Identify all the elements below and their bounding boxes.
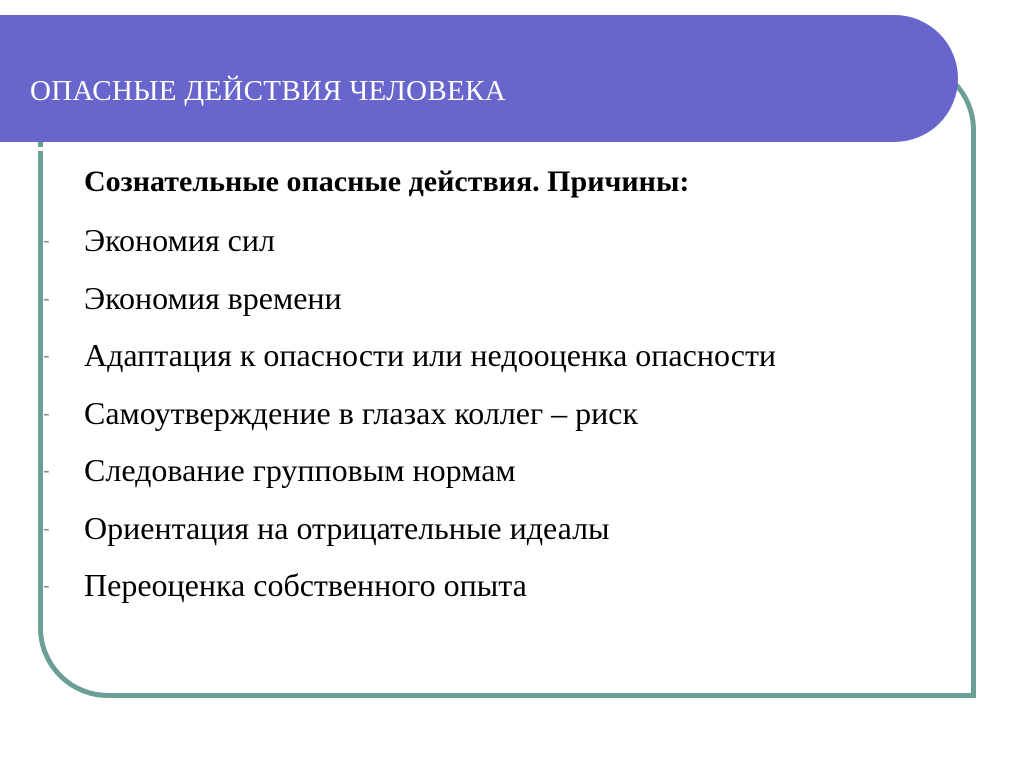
slide-title: ОПАСНЫЕ ДЕЙСТВИЯ ЧЕЛОВЕКА — [30, 75, 506, 107]
list-item-text: Ориентация на отрицательные идеалы — [84, 509, 610, 546]
list-item — [40, 567, 960, 625]
list-item — [40, 222, 960, 280]
list-item-text: Экономия сил — [84, 222, 275, 258]
list-item — [40, 395, 960, 453]
dash-bullet-icon: - — [43, 345, 50, 367]
list-item — [40, 337, 960, 395]
dash-bullet-icon: - — [43, 402, 50, 425]
list-item — [40, 510, 960, 568]
list-item-text: Адаптация к опасности или недооценка опасности — [84, 337, 777, 373]
dash-bullet-icon: - — [43, 460, 50, 482]
list-item-text: Следование групповым нормам — [84, 452, 516, 488]
dash-bullet-icon: - — [43, 287, 50, 310]
list-item-text: Самоутверждение в глазах коллег – риск — [84, 394, 638, 431]
title-bar — [0, 15, 958, 142]
list-item — [40, 452, 960, 510]
list-item-text: Переоценка собственного опыта — [84, 567, 527, 603]
title-underline — [0, 147, 905, 151]
list-item — [40, 280, 960, 338]
list-item-text: Экономия времени — [84, 279, 342, 316]
dash-bullet-icon: - — [43, 517, 50, 540]
slide-subtitle: Сознательные опасные действия. Причины: — [84, 165, 690, 198]
dash-bullet-icon: - — [43, 575, 50, 597]
dash-bullet-icon: - — [43, 230, 50, 252]
reasons-list — [40, 222, 960, 625]
